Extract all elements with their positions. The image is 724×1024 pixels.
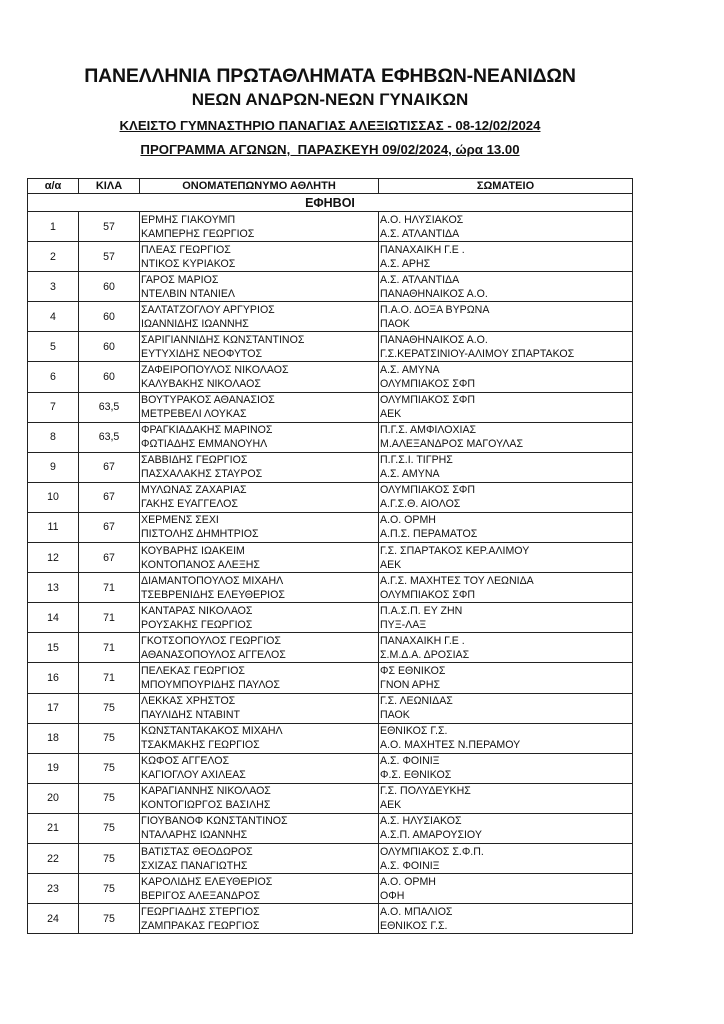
athlete-names-line-2: ΜΠΟΥΜΠΟΥΡΙΔΗΣ ΠΑΥΛΟΣ (141, 678, 280, 691)
table-row (28, 422, 633, 452)
athlete-names-line-2: ΜΕΤΡΕΒΕΛΙ ΛΟΥΚΑΣ (141, 408, 247, 421)
club-names-line-1: Γ.Σ. ΣΠΑΡΤΑΚΟΣ ΚΕΡ.ΑΛΙΜΟΥ (380, 544, 530, 557)
athlete-names-line-1: ΛΕΚΚΑΣ ΧΡΗΣΤΟΣ (141, 695, 236, 708)
athlete-names-line-2: ΡΟΥΣΑΚΗΣ ΓΕΩΡΓΙΟΣ (141, 618, 253, 631)
athlete-names-line-2: ΚΑΛΥΒΑΚΗΣ ΝΙΚΟΛΑΟΣ (141, 378, 261, 391)
athlete-names (140, 512, 379, 542)
club-names-line-1: ΟΛΥΜΠΙΑΚΟΣ ΣΦΠ (380, 484, 476, 497)
bout-number: 17 (28, 693, 79, 723)
club-names (379, 512, 633, 542)
bout-number: 14 (28, 603, 79, 633)
table-row (28, 332, 633, 362)
column-header-weight: ΚΙΛΑ (79, 179, 140, 194)
athlete-names-line-1: ΖΑΦΕΙΡΟΠΟΥΛΟΣ ΝΙΚΟΛΑΟΣ (141, 364, 289, 377)
club-names-line-2: Α.Σ. ΑΜΥΝΑ (380, 468, 440, 481)
club-names-line-1: Α.Σ. ΗΛΥΣΙΑΚΟΣ (380, 815, 462, 828)
table-row (28, 723, 633, 753)
bout-number: 8 (28, 422, 79, 452)
athlete-names-line-1: ΚΩΝΣΤΑΝΤΑΚΑΚΟΣ ΜΙΧΑΗΛ (141, 725, 283, 738)
weight-class: 67 (79, 452, 140, 482)
athlete-names-line-2: ΝΤΑΛΑΡΗΣ ΙΩΑΝΝΗΣ (141, 829, 248, 842)
club-names-line-1: Α.Ο. ΟΡΜΗ (380, 875, 436, 888)
bout-number: 20 (28, 783, 79, 813)
club-names (379, 693, 633, 723)
club-names-line-2: ΓΝΟΝ ΑΡΗΣ (380, 678, 441, 691)
table-row (28, 753, 633, 783)
club-names-line-2: Α.Π.Σ. ΠΕΡΑΜΑΤΟΣ (380, 528, 478, 541)
athlete-names-line-2: ΚΑΜΠΕΡΗΣ ΓΕΩΡΓΙΟΣ (141, 227, 255, 240)
weight-class: 71 (79, 663, 140, 693)
athlete-names-line-2: ΝΤΕΛΒΙΝ ΝΤΑΝΙΕΛ (141, 287, 236, 300)
weight-class: 60 (79, 332, 140, 362)
club-names-line-1: Π.Α.Ο. ΔΟΞΑ ΒΥΡΩΝΑ (380, 303, 490, 316)
athlete-names-line-1: ΕΡΜΗΣ ΓΙΑΚΟΥΜΠ (141, 213, 236, 226)
athlete-names (140, 452, 379, 482)
schedule-heading: ΠΡΟΓΡΑΜΜΑ ΑΓΩΝΩΝ, ΠΑΡΑΣΚΕΥΗ 09/02/2024, ώρα 13.00 (140, 142, 520, 157)
athlete-names (140, 332, 379, 362)
club-names-line-2: Φ.Σ. ΕΘΝΙΚΟΣ (380, 769, 452, 782)
athlete-names-line-1: ΒΑΤΙΣΤΑΣ ΘΕΟΔΩΡΟΣ (141, 845, 253, 858)
club-names (379, 392, 633, 422)
table-row (28, 573, 633, 603)
athlete-names (140, 242, 379, 272)
athlete-names-line-1: ΓΑΡΟΣ ΜΑΡΙΟΣ (141, 273, 219, 286)
athlete-names (140, 362, 379, 392)
athlete-names-line-2: ΣΧΙΖΑΣ ΠΑΝΑΓΙΩΤΗΣ (141, 859, 248, 872)
table-row (28, 392, 633, 422)
athlete-names-line-2: ΕΥΤΥΧΙΔΗΣ ΝΕΟΦΥΤΟΣ (141, 347, 263, 360)
bout-number: 19 (28, 753, 79, 783)
athlete-names (140, 783, 379, 813)
club-names-line-1: Α.Ο. ΟΡΜΗ (380, 514, 436, 527)
athlete-names (140, 543, 379, 573)
athlete-names (140, 753, 379, 783)
club-names-line-1: ΟΛΥΜΠΙΑΚΟΣ Σ.Φ.Π. (380, 845, 484, 858)
club-names (379, 663, 633, 693)
weight-class: 75 (79, 904, 140, 934)
athlete-names-line-1: ΜΥΛΩΝΑΣ ΖΑΧΑΡΙΑΣ (141, 484, 247, 497)
club-names-line-2: Α.Σ. ΑΡΗΣ (380, 257, 431, 270)
bout-number: 23 (28, 874, 79, 904)
club-names (379, 723, 633, 753)
weight-class: 57 (79, 242, 140, 272)
club-names-line-2: Α.Ο. ΜΑΧΗΤΕΣ Ν.ΠΕΡΑΜΟΥ (380, 739, 521, 752)
athlete-names (140, 723, 379, 753)
club-names-line-2: Α.Σ.Π. ΑΜΑΡΟΥΣΙΟΥ (380, 829, 482, 842)
club-names (379, 843, 633, 873)
club-names-line-2: ΑΕΚ (380, 799, 402, 812)
bout-number: 11 (28, 512, 79, 542)
bout-number: 18 (28, 723, 79, 753)
match-schedule-table (27, 178, 633, 934)
table-row (28, 512, 633, 542)
bout-number: 9 (28, 452, 79, 482)
weight-class: 67 (79, 512, 140, 542)
athlete-names-line-1: ΔΙΑΜΑΝΤΟΠΟΥΛΟΣ ΜΙΧΑΗΛ (141, 574, 284, 587)
club-names-line-2: ΟΛΥΜΠΙΑΚΟΣ ΣΦΠ (380, 378, 476, 391)
athlete-names-line-2: ΚΟΝΤΟΠΑΝΟΣ ΑΛΕΞΗΣ (141, 558, 260, 571)
athlete-names (140, 874, 379, 904)
athlete-names (140, 633, 379, 663)
club-names-line-2: ΕΘΝΙΚΟΣ Γ.Σ. (380, 919, 448, 932)
club-names-line-2: ΠΥΞ-ΛΑΞ (380, 618, 427, 631)
table-row (28, 874, 633, 904)
club-names-line-2: ΠΑΟΚ (380, 317, 410, 330)
club-names-line-1: ΟΛΥΜΠΙΑΚΟΣ ΣΦΠ (380, 394, 476, 407)
column-header-athlete: ΟΝΟΜΑΤΕΠΩΝΥΜΟ ΑΘΛΗΤΗ (140, 179, 379, 194)
weight-class: 75 (79, 813, 140, 843)
table-row (28, 633, 633, 663)
athlete-names-line-1: ΓΚΟΤΣΟΠΟΥΛΟΣ ΓΕΩΡΓΙΟΣ (141, 634, 281, 647)
athlete-names (140, 603, 379, 633)
club-names-line-1: ΠΑΝΑΧΑΙΚΗ Γ.Ε . (380, 243, 465, 256)
weight-class: 75 (79, 874, 140, 904)
athlete-names-line-2: ΠΑΣΧΑΛΑΚΗΣ ΣΤΑΥΡΟΣ (141, 468, 263, 481)
athlete-names (140, 693, 379, 723)
table-row (28, 543, 633, 573)
club-names-line-2: ΑΕΚ (380, 558, 402, 571)
weight-class: 75 (79, 753, 140, 783)
club-names-line-1: Γ.Σ. ΠΟΛΥΔΕΥΚΗΣ (380, 785, 471, 798)
athlete-names-line-1: ΚΑΡΟΛΙΔΗΣ ΕΛΕΥΘΕΡΙΟΣ (141, 875, 273, 888)
club-names-line-1: Π.Α.Σ.Π. ΕΥ ΖΗΝ (380, 604, 463, 617)
weight-class: 75 (79, 693, 140, 723)
athlete-names-line-1: ΚΑΝΤΑΡΑΣ ΝΙΚΟΛΑΟΣ (141, 604, 253, 617)
club-names-line-1: ΠΑΝΑΧΑΙΚΗ Γ.Ε . (380, 634, 465, 647)
athlete-names-line-1: ΓΕΩΡΓΙΑΔΗΣ ΣΤΕΡΓΙΟΣ (141, 905, 260, 918)
bout-number: 13 (28, 573, 79, 603)
club-names-line-1: ΠΑΝΑΘΗΝΑΙΚΟΣ Α.Ο. (380, 333, 488, 346)
athlete-names-line-1: ΠΛΕΑΣ ΓΕΩΡΓΙΟΣ (141, 243, 231, 256)
athlete-names-line-1: ΚΟΥΒΑΡΗΣ ΙΩΑΚΕΙΜ (141, 544, 245, 557)
club-names-line-1: Α.Σ. ΑΤΛΑΝΤΙΔΑ (380, 273, 460, 286)
club-names (379, 422, 633, 452)
athlete-names-line-2: ΠΙΣΤΟΛΗΣ ΔΗΜΗΤΡΙΟΣ (141, 528, 259, 541)
club-names-line-2: Γ.Σ.ΚΕΡΑΤΣΙΝΙΟΥ-ΑΛΙΜΟΥ ΣΠΑΡΤΑΚΟΣ (380, 347, 575, 360)
club-names-line-2: ΠΑΟΚ (380, 709, 410, 722)
club-names (379, 573, 633, 603)
club-names-line-1: Α.Σ. ΦΟΙΝΙΞ (380, 755, 440, 768)
bout-number: 10 (28, 482, 79, 512)
athlete-names-line-2: ΑΘΑΝΑΣΟΠΟΥΛΟΣ ΑΓΓΕΛΟΣ (141, 648, 286, 661)
athlete-names (140, 663, 379, 693)
club-names-line-1: ΦΣ ΕΘΝΙΚΟΣ (380, 664, 446, 677)
document-title: ΠΑΝΕΛΛΗΝΙΑ ΠΡΩΤΑΘΛΗΜΑΤΑ ΕΦΗΒΩΝ-ΝΕΑΝΙΔΩΝ (84, 65, 576, 87)
weight-class: 60 (79, 272, 140, 302)
section-row (28, 194, 633, 212)
club-names-line-1: Π.Γ.Σ. ΑΜΦΙΛΟΧΙΑΣ (380, 424, 477, 437)
club-names (379, 362, 633, 392)
club-names (379, 813, 633, 843)
bout-number: 5 (28, 332, 79, 362)
athlete-names (140, 573, 379, 603)
club-names-line-2: ΟΛΥΜΠΙΑΚΟΣ ΣΦΠ (380, 588, 476, 601)
bout-number: 15 (28, 633, 79, 663)
club-names-line-1: Α.Γ.Σ. ΜΑΧΗΤΕΣ ΤΟΥ ΛΕΩΝΙΔΑ (380, 574, 534, 587)
club-names (379, 543, 633, 573)
club-names (379, 212, 633, 242)
club-names (379, 272, 633, 302)
table-row (28, 452, 633, 482)
athlete-names-line-2: ΚΟΝΤΟΓΙΩΡΓΟΣ ΒΑΣΙΛΗΣ (141, 799, 271, 812)
table-row (28, 302, 633, 332)
club-names-line-2: ΟΦΗ (380, 889, 405, 902)
weight-class: 67 (79, 482, 140, 512)
weight-class: 75 (79, 843, 140, 873)
bout-number: 2 (28, 242, 79, 272)
athlete-names-line-1: ΓΙΟΥΒΑΝΟΦ ΚΩΝΣΤΑΝΤΙΝΟΣ (141, 815, 288, 828)
athlete-names-line-1: ΧΕΡΜΕΝΣ ΣΕΧΙ (141, 514, 219, 527)
table-row (28, 212, 633, 242)
weight-class: 63,5 (79, 392, 140, 422)
bout-number: 16 (28, 663, 79, 693)
athlete-names-line-2: ΚΑΓΙΟΓΛΟΥ ΑΧΙΛΕΑΣ (141, 769, 246, 782)
athlete-names-line-2: ΦΩΤΙΑΔΗΣ ΕΜΜΑΝΟΥΗΛ (141, 438, 268, 451)
club-names (379, 874, 633, 904)
athlete-names (140, 422, 379, 452)
bout-number: 24 (28, 904, 79, 934)
club-names (379, 633, 633, 663)
athlete-names-line-2: ΠΑΥΛΙΔΗΣ ΝΤΑΒΙΝΤ (141, 709, 240, 722)
weight-class: 63,5 (79, 422, 140, 452)
table-row (28, 242, 633, 272)
club-names-line-2: Α.Σ. ΑΤΛΑΝΤΙΔΑ (380, 227, 460, 240)
athlete-names-line-1: ΚΑΡΑΓΙΑΝΝΗΣ ΝΙΚΟΛΑΟΣ (141, 785, 271, 798)
club-names (379, 753, 633, 783)
athlete-names (140, 843, 379, 873)
table-row (28, 843, 633, 873)
table-row (28, 783, 633, 813)
table-row (28, 272, 633, 302)
club-names-line-2: Α.Σ. ΦΟΙΝΙΞ (380, 859, 440, 872)
club-names-line-1: Γ.Σ. ΛΕΩΝΙΔΑΣ (380, 695, 453, 708)
club-names (379, 332, 633, 362)
bout-number: 12 (28, 543, 79, 573)
athlete-names-line-1: ΣΑΡΙΓΙΑΝΝΙΔΗΣ ΚΩΝΣΤΑΝΤΙΝΟΣ (141, 333, 305, 346)
section-title: ΕΦΗΒΟΙ (28, 194, 633, 212)
club-names-line-2: ΑΕΚ (380, 408, 402, 421)
weight-class: 57 (79, 212, 140, 242)
weight-class: 75 (79, 783, 140, 813)
weight-class: 75 (79, 723, 140, 753)
table-row (28, 362, 633, 392)
athlete-names (140, 482, 379, 512)
athlete-names-line-2: ΝΤΙΚΟΣ ΚΥΡΙΑΚΟΣ (141, 257, 236, 270)
club-names-line-2: Σ.Μ.Δ.Α. ΔΡΟΣΙΑΣ (380, 648, 470, 661)
table-row (28, 904, 633, 934)
club-names-line-1: Α.Ο. ΗΛΥΣΙΑΚΟΣ (380, 213, 464, 226)
athlete-names-line-2: ΓΑΚΗΣ ΕΥΑΓΓΕΛΟΣ (141, 498, 238, 511)
club-names-line-1: Α.Σ. ΑΜΥΝΑ (380, 364, 440, 377)
bout-number: 3 (28, 272, 79, 302)
weight-class: 71 (79, 603, 140, 633)
table-row (28, 813, 633, 843)
athlete-names-line-2: ΤΣΕΒΡΕΝΙΔΗΣ ΕΛΕΥΘΕΡΙΟΣ (141, 588, 285, 601)
table-row (28, 693, 633, 723)
bout-number: 22 (28, 843, 79, 873)
athlete-names-line-2: ΙΩΑΝΝΙΔΗΣ ΙΩΑΝΝΗΣ (141, 317, 249, 330)
bout-number: 21 (28, 813, 79, 843)
athlete-names (140, 212, 379, 242)
venue-heading: ΚΛΕΙΣΤΟ ΓΥΜΝΑΣΤΗΡΙΟ ΠΑΝΑΓΙΑΣ ΑΛΕΞΙΩΤΙΣΣΑΣ - 08-12/02/2024 (119, 118, 541, 133)
athlete-names-line-1: ΚΩΦΟΣ ΑΓΓΕΛΟΣ (141, 755, 230, 768)
bout-number: 7 (28, 392, 79, 422)
athlete-names (140, 813, 379, 843)
club-names (379, 242, 633, 272)
document-subtitle: ΝΕΩΝ ΑΝΔΡΩΝ-ΝΕΩΝ ΓΥΝΑΙΚΩΝ (191, 90, 469, 109)
bout-number: 6 (28, 362, 79, 392)
athlete-names-line-1: ΣΑΒΒΙΔΗΣ ΓΕΩΡΓΙΟΣ (141, 454, 248, 467)
club-names-line-2: ΠΑΝΑΘΗΝΑΙΚΟΣ Α.Ο. (380, 287, 488, 300)
club-names (379, 452, 633, 482)
table-row (28, 603, 633, 633)
weight-class: 60 (79, 362, 140, 392)
column-header-club: ΣΩΜΑΤΕΙΟ (379, 179, 633, 194)
bout-number: 1 (28, 212, 79, 242)
club-names (379, 783, 633, 813)
bout-number: 4 (28, 302, 79, 332)
weight-class: 67 (79, 543, 140, 573)
table-row (28, 663, 633, 693)
athlete-names-line-2: ΤΣΑΚΜΑΚΗΣ ΓΕΩΡΓΙΟΣ (141, 739, 260, 752)
club-names-line-2: Μ.ΑΛΕΞΑΝΔΡΟΣ ΜΑΓΟΥΛΑΣ (380, 438, 524, 451)
athlete-names (140, 904, 379, 934)
athlete-names (140, 302, 379, 332)
club-names (379, 603, 633, 633)
table-row (28, 482, 633, 512)
athlete-names (140, 272, 379, 302)
column-header-number: α/α (28, 179, 79, 194)
club-names (379, 482, 633, 512)
club-names (379, 302, 633, 332)
club-names-line-1: Π.Γ.Σ.Ι. ΤΙΓΡΗΣ (380, 454, 453, 467)
athlete-names-line-1: ΦΡΑΓΚΙΑΔΑΚΗΣ ΜΑΡΙΝΟΣ (141, 424, 273, 437)
weight-class: 71 (79, 573, 140, 603)
athlete-names (140, 392, 379, 422)
weight-class: 60 (79, 302, 140, 332)
club-names (379, 904, 633, 934)
athlete-names-line-1: ΠΕΛΕΚΑΣ ΓΕΩΡΓΙΟΣ (141, 664, 245, 677)
table-header-row (28, 179, 633, 194)
athlete-names-line-1: ΣΑΛΤΑΤΖΟΓΛΟΥ ΑΡΓΥΡΙΟΣ (141, 303, 275, 316)
athlete-names-line-2: ΒΕΡΙΓΟΣ ΑΛΕΞΑΝΔΡΟΣ (141, 889, 260, 902)
athlete-names-line-2: ΖΑΜΠΡΑΚΑΣ ΓΕΩΡΓΙΟΣ (141, 919, 260, 932)
weight-class: 71 (79, 633, 140, 663)
club-names-line-1: Α.Ο. ΜΠΑΛΙΟΣ (380, 905, 453, 918)
club-names-line-2: Α.Γ.Σ.Θ. ΑΙΟΛΟΣ (380, 498, 461, 511)
athlete-names-line-1: ΒΟΥΤΥΡΑΚΟΣ ΑΘΑΝΑΣΙΟΣ (141, 394, 275, 407)
club-names-line-1: ΕΘΝΙΚΟΣ Γ.Σ. (380, 725, 448, 738)
